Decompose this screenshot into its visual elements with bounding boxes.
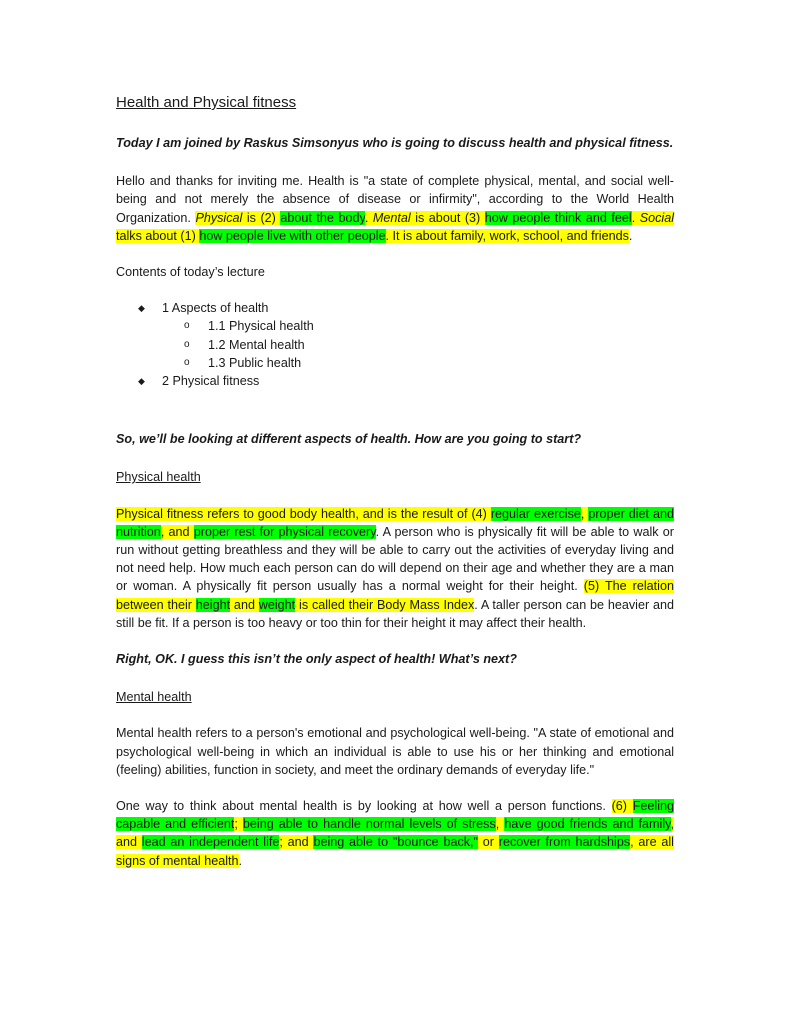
section-heading-mental: Mental health xyxy=(116,690,192,705)
hl-independent: lead an independent life xyxy=(141,835,280,850)
interviewer-question-3: Right, OK. I guess this isn’t the only aspect of health! What’s next? xyxy=(116,652,517,667)
toc-item: ◆ 1 Aspects of health o 1.1 Physical health o 1.2 Mental health o 1.3 Public health xyxy=(138,299,674,372)
hl-bounce: being able to "bounce back," xyxy=(313,835,479,850)
circle-bullet-icon: o xyxy=(184,320,190,332)
hl-physical: Physical is (2) xyxy=(195,210,281,225)
toc-sublist xyxy=(162,317,674,372)
hl-dot: . xyxy=(364,210,373,225)
diamond-bullet-icon: ◆ xyxy=(138,303,145,314)
hl-how-live: how people live with other people xyxy=(199,228,386,243)
hl-diet: proper diet and nutrition xyxy=(116,506,674,539)
interviewer-question-1: Today I am joined by Raskus Simsonyus who is going to discuss health and physical fitness. xyxy=(116,136,674,150)
hl-height: height xyxy=(195,597,231,612)
toc-item: ◆ 2 Physical fitness xyxy=(138,372,674,390)
circle-bullet-icon: o xyxy=(184,338,190,350)
hl-family: . It is about family, work, school, and friends xyxy=(385,228,629,243)
toc-list xyxy=(116,299,674,390)
contents-label: Contents of today’s lecture xyxy=(116,265,265,280)
hl-about-body: about the body xyxy=(280,210,365,225)
hl-friends: have good friends and family xyxy=(504,817,671,832)
document-page xyxy=(116,92,674,888)
toc-subitem: o 1.3 Public health xyxy=(184,354,674,372)
circle-bullet-icon: o xyxy=(184,356,190,368)
interviewer-question-2: So, we’ll be looking at different aspects of health. How are you going to start? xyxy=(116,432,582,447)
paragraph-health-definition: Hello and thanks for inviting me. Health is "a state of complete physical, mental, and social well-being and not merely the absence of disease or infirmity", according to the World Health Organization. Physical is (2) about the body. Mental is about (3) how people think and feel. Social talks about (1) how people live with other people. It is about family, work, school, and friends. xyxy=(116,174,675,243)
toc-subitem: o 1.1 Physical health xyxy=(184,317,674,335)
paragraph-mental-health: Mental health refers to a person's emotional and psychological well-being. "A state of emotional and psychological well-being in which an individual is able to use his or her thinking and emotional (feeling) abilities, function in society, and meet the ordinary demands of everyday life." xyxy=(116,726,674,777)
hl-fitness: Physical fitness refers to good body health, and is the result of (4) xyxy=(116,506,491,521)
hl-relation: (5) The relation between their xyxy=(116,579,674,612)
document-title: Health and Physical fitness xyxy=(116,94,297,111)
hl-rest: proper rest for physical recovery xyxy=(193,524,376,539)
hl-social: . Social talks about (1) xyxy=(116,210,675,243)
p1-text: Hello and thanks for inviting me. Health is "a state of complete physical, mental, and social well-being and not merely the absence of disease or infirmity", according to the World Health Organization. xyxy=(116,174,674,225)
paragraph-physical-health: Physical fitness refers to good body health, and is the result of (4) regular exercise, proper diet and nutrition, and proper rest for physical recovery. A person who is physically fit will be able to walk or run without getting breathless and they will be able to carry out the activities of everyday living and not need help. How much each person can do will depend on their age and whether they are a man or woman. A physically fit person usually has a normal weight for their height. (5) The relation between their height and weight is called their Body Mass Index. A taller person can be heavier and still be fit. If a person is too heavy or too thin for their height it may affect their health. xyxy=(116,506,675,630)
diamond-bullet-icon: ◆ xyxy=(138,376,145,387)
hl-capable: Feeling capable and efficient xyxy=(116,799,675,832)
toc-subitem: o 1.2 Mental health xyxy=(184,336,674,354)
paragraph-mental-signs: One way to think about mental health is by looking at how well a person functions. (6) Feeling capable and efficient; being able to handle normal levels of stress, have good friends and family, and lead an independent life; and being able to "bounce back," or recover from hardships, are all signs of mental health. xyxy=(116,799,675,868)
hl-bmi: is called their Body Mass Index xyxy=(295,597,475,612)
hl-recover: recover from hardships xyxy=(498,835,631,850)
hl-signs: , are all signs of mental health xyxy=(116,835,674,868)
hl-mental: Mental is about (3) xyxy=(372,210,485,225)
hl-how-think: how people think and feel xyxy=(484,210,632,225)
hl-weight: weight xyxy=(258,597,296,612)
section-heading-physical: Physical health xyxy=(116,470,201,485)
hl-regular-exercise: regular exercise xyxy=(490,506,581,521)
hl-stress: being able to handle normal levels of stress xyxy=(242,817,496,832)
